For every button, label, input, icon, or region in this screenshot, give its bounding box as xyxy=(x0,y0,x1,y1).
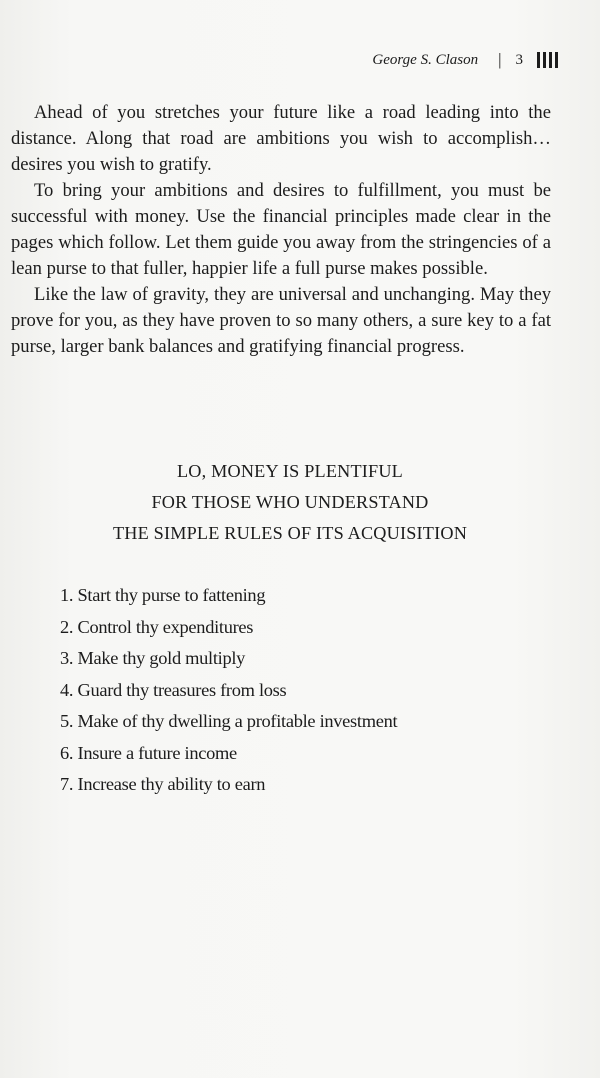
paragraph: Ahead of you stretches your future like a road leading into the distance. Along that road are ambitions you wish to accomplish…desires you wish to gratify. xyxy=(11,102,551,175)
rule-item: 4. Guard thy treasures from loss xyxy=(60,679,287,700)
rule-item: 2. Control thy expenditures xyxy=(60,616,254,637)
page-marker-bars-icon xyxy=(537,52,558,68)
author-name: George S. Clason xyxy=(372,51,479,68)
heading-line: FOR THOSE WHO UNDERSTAND xyxy=(151,492,429,512)
header-separator: | xyxy=(498,50,502,69)
rule-item: 6. Insure a future income xyxy=(60,742,237,763)
heading-line: LO, MONEY IS PLENTIFUL xyxy=(176,461,403,481)
paragraph: Like the law of gravity, they are universal and unchanging. May they prove for you, as they have proven to so many others, a sure key to a fat purse, larger bank balances and gratifying financial progress. xyxy=(11,284,551,357)
heading-line: THE SIMPLE RULES OF ITS ACQUISITION xyxy=(112,523,468,543)
rule-item: 7. Increase thy ability to earn xyxy=(60,774,266,794)
paragraph: To bring your ambitions and desires to fulfillment, you must be successful with money. Use the financial principles made clear in the pages which follow. Let them guide you away from the stringencies of a lean purse to that fuller, happier life a full purse makes possible. xyxy=(11,180,551,279)
page-number: 3 xyxy=(515,51,523,68)
rule-item: 5. Make of thy dwelling a profitable investment xyxy=(60,711,398,731)
section-heading xyxy=(40,456,540,549)
running-head xyxy=(372,50,558,70)
rules-list xyxy=(60,580,397,801)
rule-item: 3. Make thy gold multiply xyxy=(60,648,246,668)
rule-item: 1. Start thy purse to fattening xyxy=(60,585,266,605)
body-text xyxy=(11,100,551,360)
